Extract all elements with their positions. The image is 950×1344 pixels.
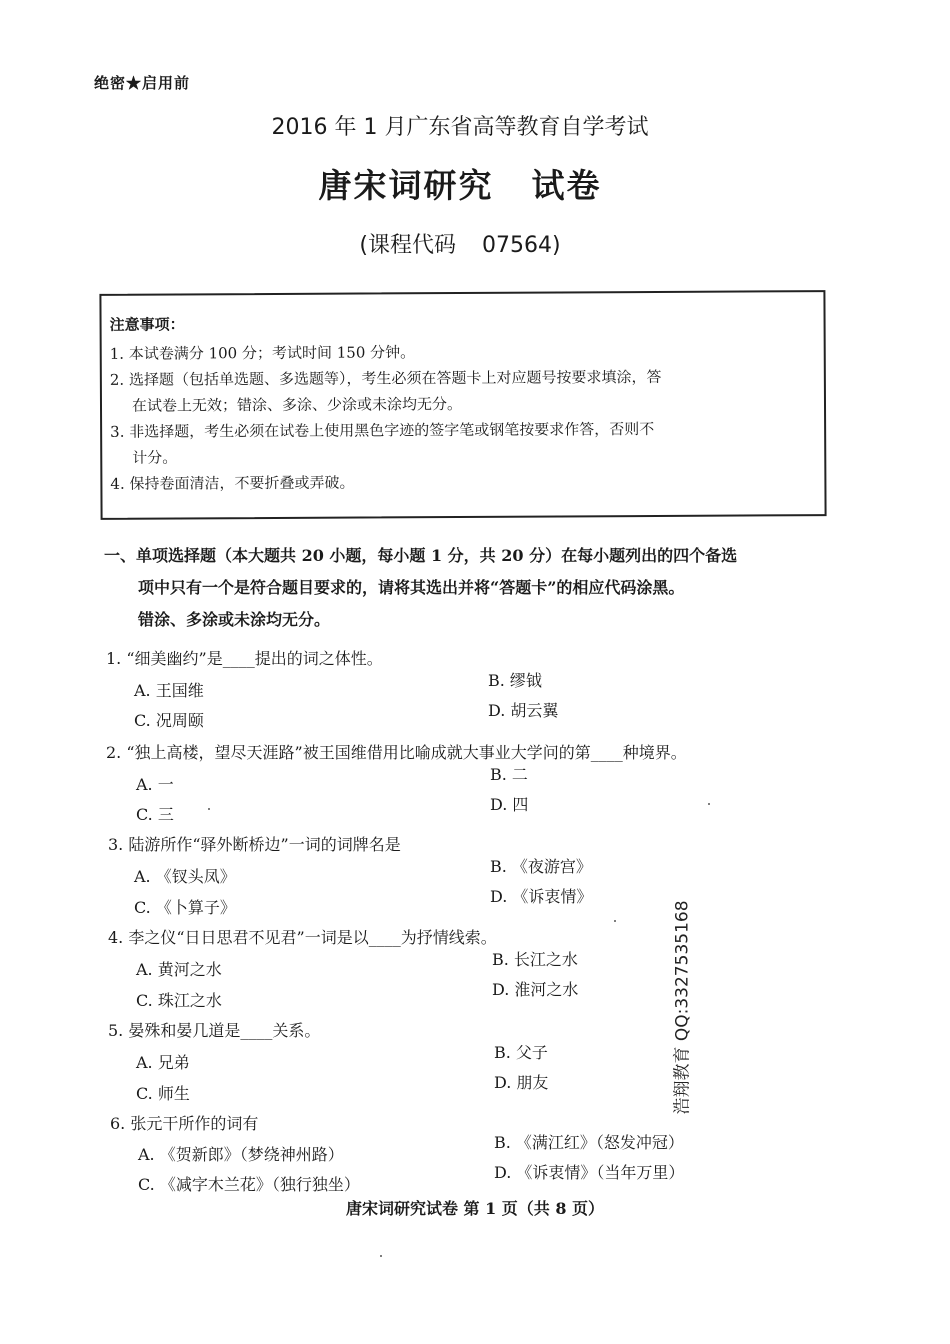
course-code-label: (课程代码: [359, 233, 456, 258]
option-a: A. 王国维: [134, 681, 204, 700]
option-c: C. 况周颐: [134, 711, 204, 730]
option-b: B. 缪钺: [488, 671, 542, 690]
paper-title-suffix: 试卷: [531, 166, 602, 205]
scan-speck: [208, 808, 210, 810]
option-a: A. 《贺新郎》（梦绕神州路）: [138, 1145, 344, 1164]
paper-title: [0, 160, 920, 207]
confidential-label: 绝密★启用前: [94, 74, 191, 92]
section-heading: [104, 540, 844, 636]
option-d: D. 四: [490, 795, 529, 814]
option-d: D. 《诉衷情》: [490, 887, 593, 906]
vertical-watermark: 浩翔教育 QQ:3327535168: [672, 900, 693, 1115]
option-b: B. 《夜游宫》: [490, 857, 592, 876]
option-c: C. 三: [136, 805, 174, 824]
question-stem: 2. “独上高楼，望尽天涯路”被王国维借用比喻成就大事业大学问的第____种境界。: [106, 743, 687, 762]
section-line-2: 项中只有一个是符合题目要求的，请将其选出并将“答题卡”的相应代码涂黑。: [138, 578, 685, 597]
scan-speck: [708, 803, 710, 805]
notice-line: 3. 非选择题，考生必须在试卷上使用黑色字迹的签字笔或钢笔按要求作答，否则不: [110, 419, 655, 441]
notice-line: 在试卷上无效；错涂、多涂、少涂或未涂均无分。: [131, 395, 463, 415]
scan-speck: [380, 1255, 382, 1257]
notice-line: 计分。: [132, 448, 178, 467]
option-c: C. 师生: [136, 1084, 190, 1103]
notice-line: 1. 本试卷满分 100 分；考试时间 150 分钟。: [109, 343, 416, 363]
section-line-3: 错涂、多涂或未涂均无分。: [138, 610, 331, 629]
question-stem: 4. 李之仪“日日思君不见君”一词是以____为抒情线索。: [108, 928, 497, 947]
question-stem: 1. “细美幽约”是____提出的词之体性。: [106, 649, 383, 668]
option-d: D. 淮河之水: [492, 980, 579, 999]
option-b: B. 二: [490, 765, 528, 784]
page-footer: 唐宋词研究试卷 第 1 页（共 8 页）: [345, 1199, 605, 1218]
notice-box: [99, 290, 826, 520]
paper-title-main: 唐宋词研究: [318, 166, 494, 205]
option-c: C. 《减字木兰花》（独行独坐）: [138, 1175, 360, 1194]
option-a: A. 《钗头凤》: [134, 867, 236, 886]
question-stem: 3. 陆游所作“驿外断桥边”一词的词牌名是: [108, 835, 401, 854]
question-stem: 6. 张元干所作的词有: [110, 1114, 259, 1133]
notice-line: 2. 选择题（包括单选题、多选题等），考生必须在答题卡上对应题号按要求填涂，答: [109, 367, 662, 389]
option-a: A. 一: [136, 775, 174, 794]
option-a: A. 黄河之水: [136, 960, 222, 979]
course-code: [0, 228, 920, 259]
option-d: D. 《诉衷情》（当年万里）: [494, 1163, 685, 1182]
exam-title: 2016 年 1 月广东省高等教育自学考试: [271, 115, 649, 140]
scan-speck: [614, 920, 616, 922]
option-a: A. 兄弟: [136, 1053, 190, 1072]
course-code-value: 07564): [482, 233, 561, 258]
option-d: D. 朋友: [494, 1073, 549, 1092]
notice-line: 4. 保持卷面清洁，不要折叠或弄破。: [110, 473, 355, 493]
option-c: C. 《卜算子》: [134, 898, 236, 917]
option-d: D. 胡云翼: [488, 701, 559, 720]
option-b: B. 父子: [494, 1043, 548, 1062]
section-line-1: 一、单项选择题（本大题共 20 小题，每小题 1 分，共 20 分）在每小题列出的四个备选: [104, 546, 738, 565]
option-b: B. 《满江红》（怒发冲冠）: [494, 1133, 684, 1152]
question-stem: 5. 晏殊和晏几道是____关系。: [108, 1021, 321, 1040]
option-b: B. 长江之水: [492, 950, 578, 969]
option-c: C. 珠江之水: [136, 991, 222, 1010]
notice-heading: 注意事项：: [109, 315, 185, 334]
